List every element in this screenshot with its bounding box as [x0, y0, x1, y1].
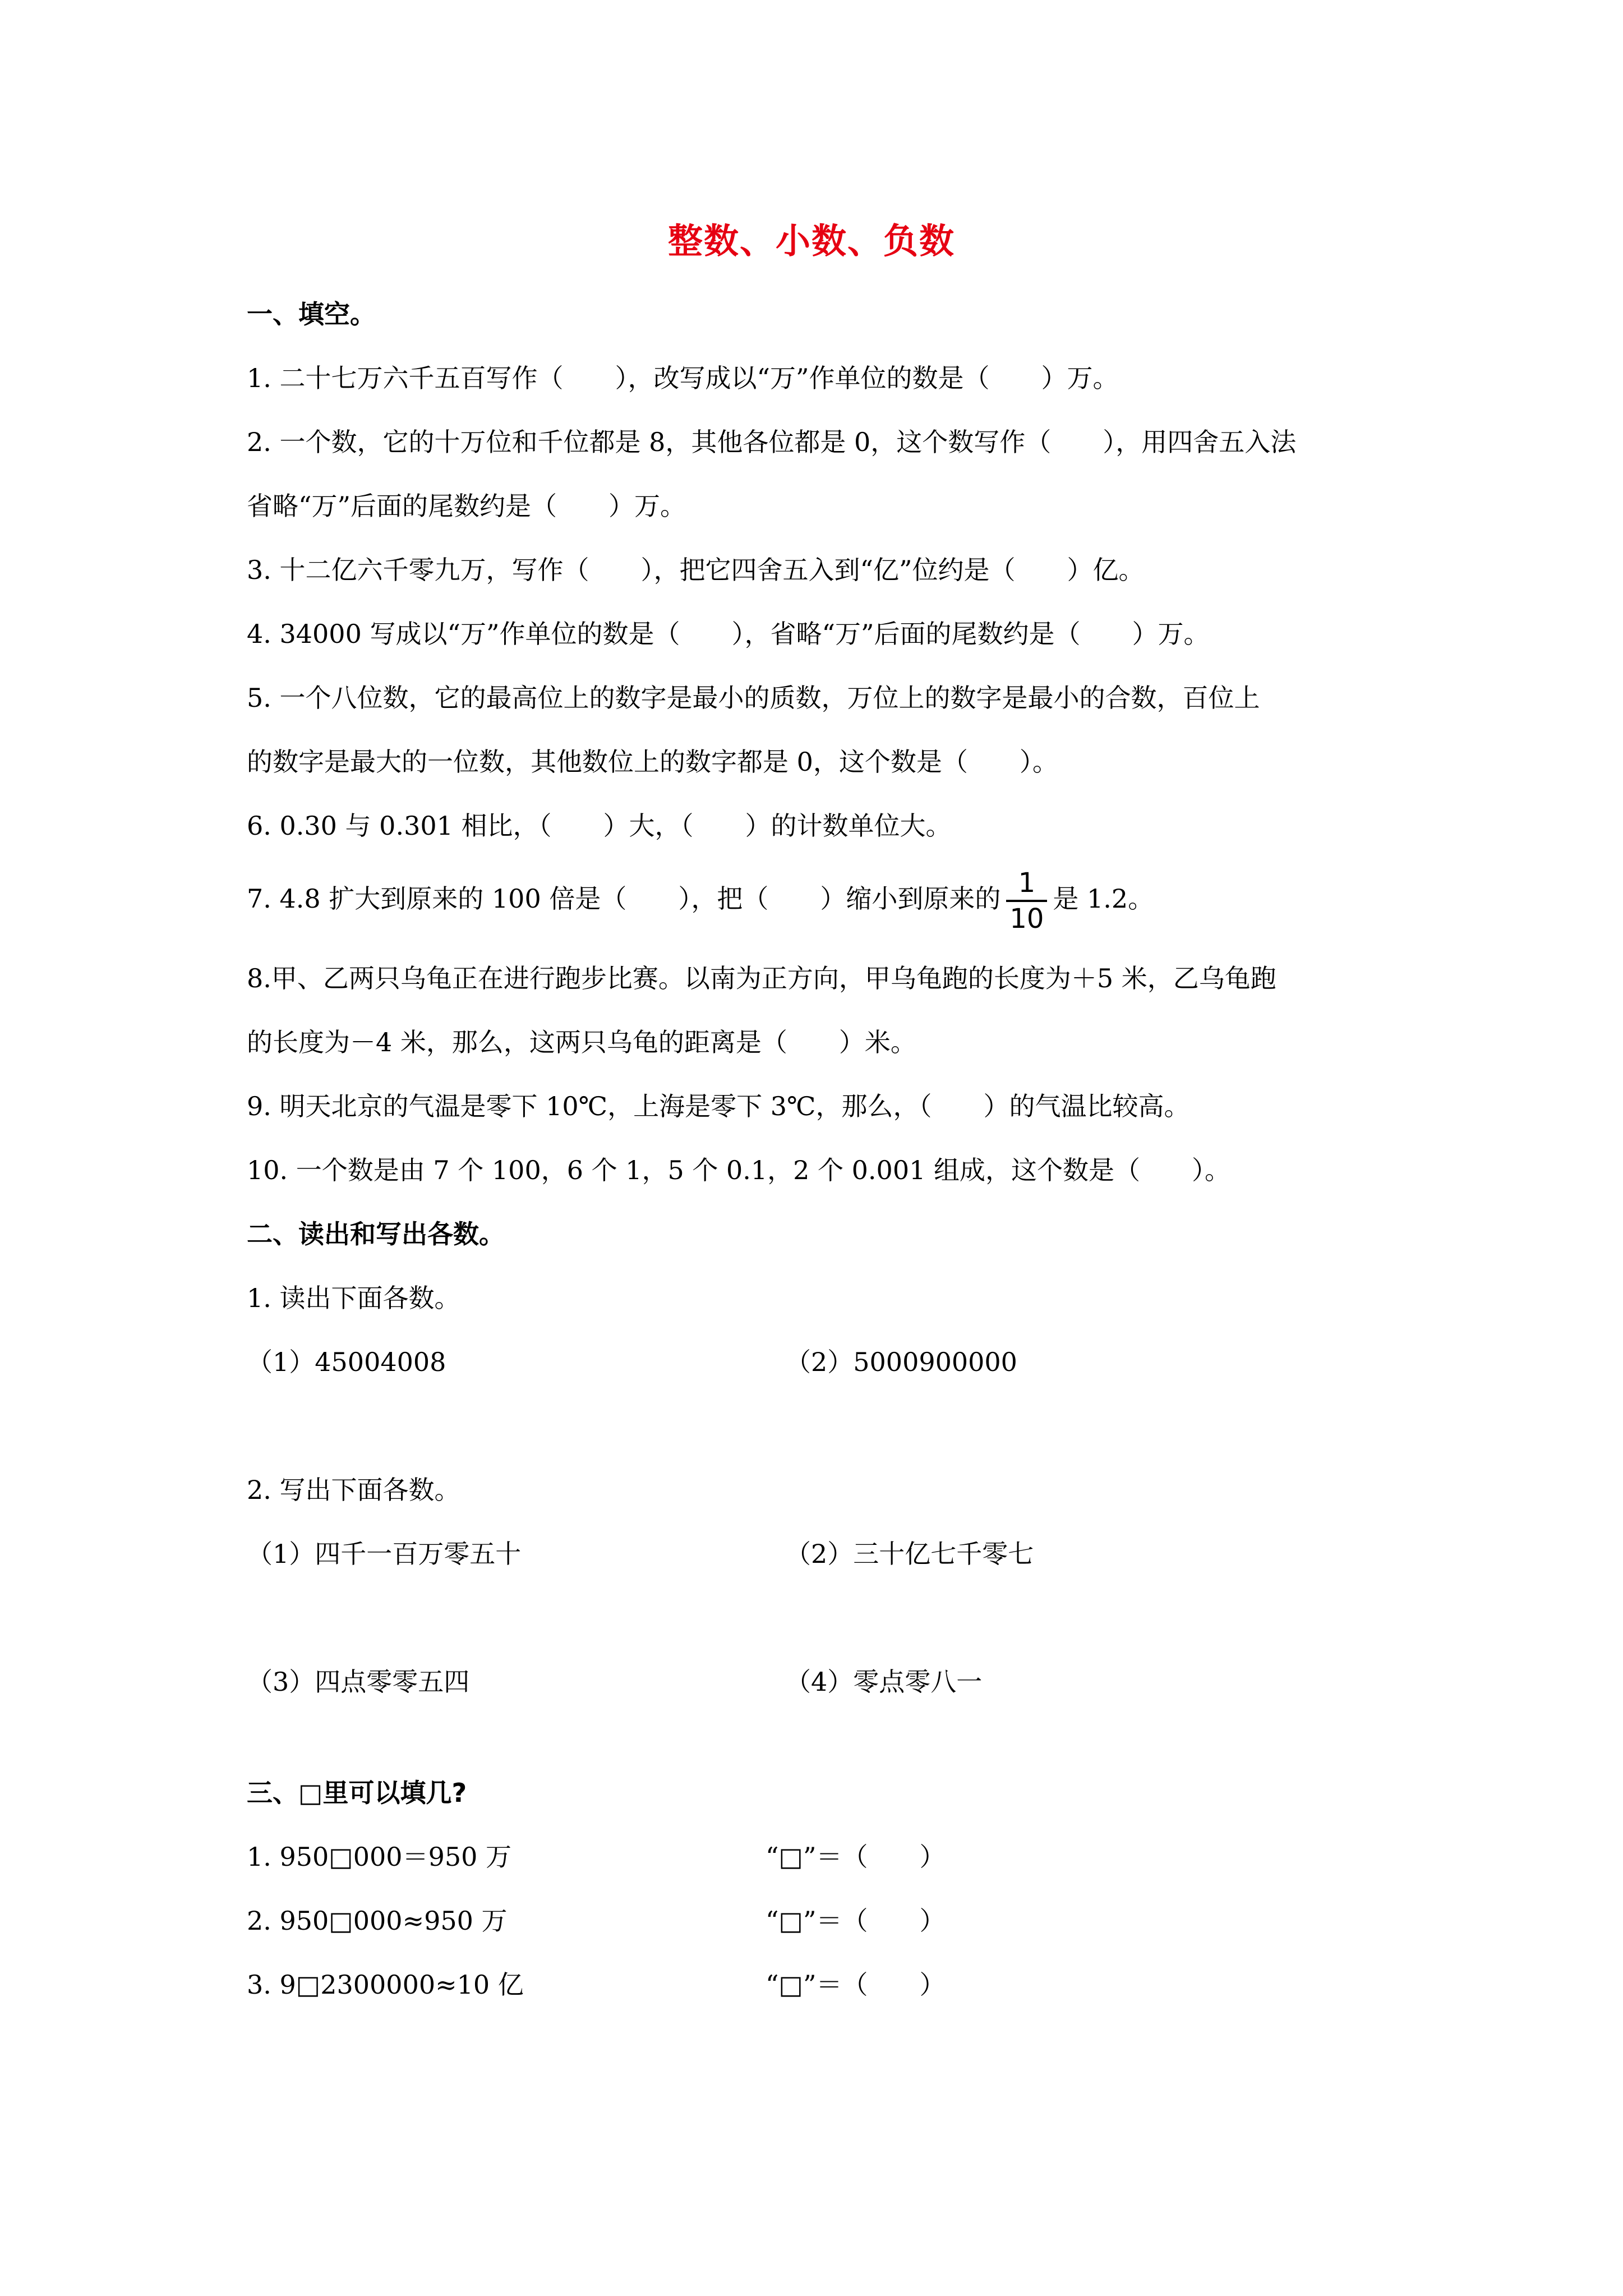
fraction-numerator: 1: [1006, 869, 1047, 902]
question-3: 3. 十二亿六千零九万，写作（ ），把它四舍五入到“亿”位约是（ ）亿。: [247, 555, 1145, 585]
section2-heading: 二、读出和写出各数。: [247, 1219, 505, 1249]
fill-digit-answer-1: “□”＝（ ）: [766, 1842, 946, 1872]
question-5-line1: 5. 一个八位数，它的最高位上的数字是最小的质数，万位上的数字是最小的合数，百位上: [247, 683, 1260, 713]
question-2-line1: 2. 一个数，它的十万位和千位都是 8，其他各位都是 0，这个数写作（ ），用四舍五入法: [247, 427, 1297, 457]
question-7-text-after: 是 1.2。: [1053, 884, 1154, 914]
question-4: 4. 34000 写成以“万”作单位的数是（ ），省略“万”后面的尾数约是（ ）万。: [247, 619, 1210, 649]
fill-digit-answer-2: “□”＝（ ）: [766, 1906, 946, 1936]
write-item-3: （3）四点零零五四: [247, 1667, 470, 1697]
question-7: [247, 867, 1154, 935]
question-9: 9. 明天北京的气温是零下 10℃，上海是零下 3℃，那么，（ ）的气温比较高。: [247, 1091, 1190, 1121]
question-2-line2: 省略“万”后面的尾数约是（ ）万。: [247, 491, 686, 521]
question-10: 10. 一个数是由 7 个 100，6 个 1，5 个 0.1，2 个 0.001 组成，这个数是（ ）。: [247, 1155, 1230, 1185]
fill-digit-expr-2: 2. 950□000≈950 万: [247, 1906, 508, 1936]
section1-heading: 一、填空。: [247, 299, 376, 329]
fill-digit-expr-3: 3. 9□2300000≈10 亿: [247, 1970, 524, 2000]
section2-sub2: 2. 写出下面各数。: [247, 1475, 460, 1505]
question-8-line1: 8.甲、乙两只乌龟正在进行跑步比赛。以南为正方向，甲乌龟跑的长度为＋5 米，乙乌龟跑: [247, 963, 1276, 993]
question-1: 1. 二十七万六千五百写作（ ），改写成以“万”作单位的数是（ ）万。: [247, 363, 1119, 393]
question-5-line2: 的数字是最大的一位数，其他数位上的数字都是 0，这个数是（ ）。: [247, 747, 1058, 777]
fraction-denominator: 10: [1009, 903, 1044, 935]
write-item-1: （1）四千一百万零五十: [247, 1539, 522, 1569]
fill-digit-answer-3: “□”＝（ ）: [766, 1970, 946, 2000]
read-item-2: （2）5000900000: [785, 1347, 1017, 1377]
fill-digit-expr-1: 1. 950□000＝950 万: [247, 1842, 511, 1872]
question-6: 6. 0.30 与 0.301 相比，（ ）大，（ ）的计数单位大。: [247, 811, 952, 841]
read-item-1: （1）45004008: [247, 1347, 446, 1377]
section2-sub1: 1. 读出下面各数。: [247, 1283, 460, 1313]
write-item-2: （2）三十亿七千零七: [785, 1539, 1034, 1569]
question-8-line2: 的长度为－4 米，那么，这两只乌龟的距离是（ ）米。: [247, 1027, 916, 1057]
question-7-text-before: 7. 4.8 扩大到原来的 100 倍是（ ），把（ ）缩小到原来的: [247, 884, 1001, 914]
section3-heading: 三、□里可以填几?: [247, 1778, 467, 1808]
fraction-one-tenth: [1006, 867, 1047, 935]
write-item-4: （4）零点零八一: [785, 1667, 983, 1697]
page-title: 整数、小数、负数: [667, 220, 955, 261]
